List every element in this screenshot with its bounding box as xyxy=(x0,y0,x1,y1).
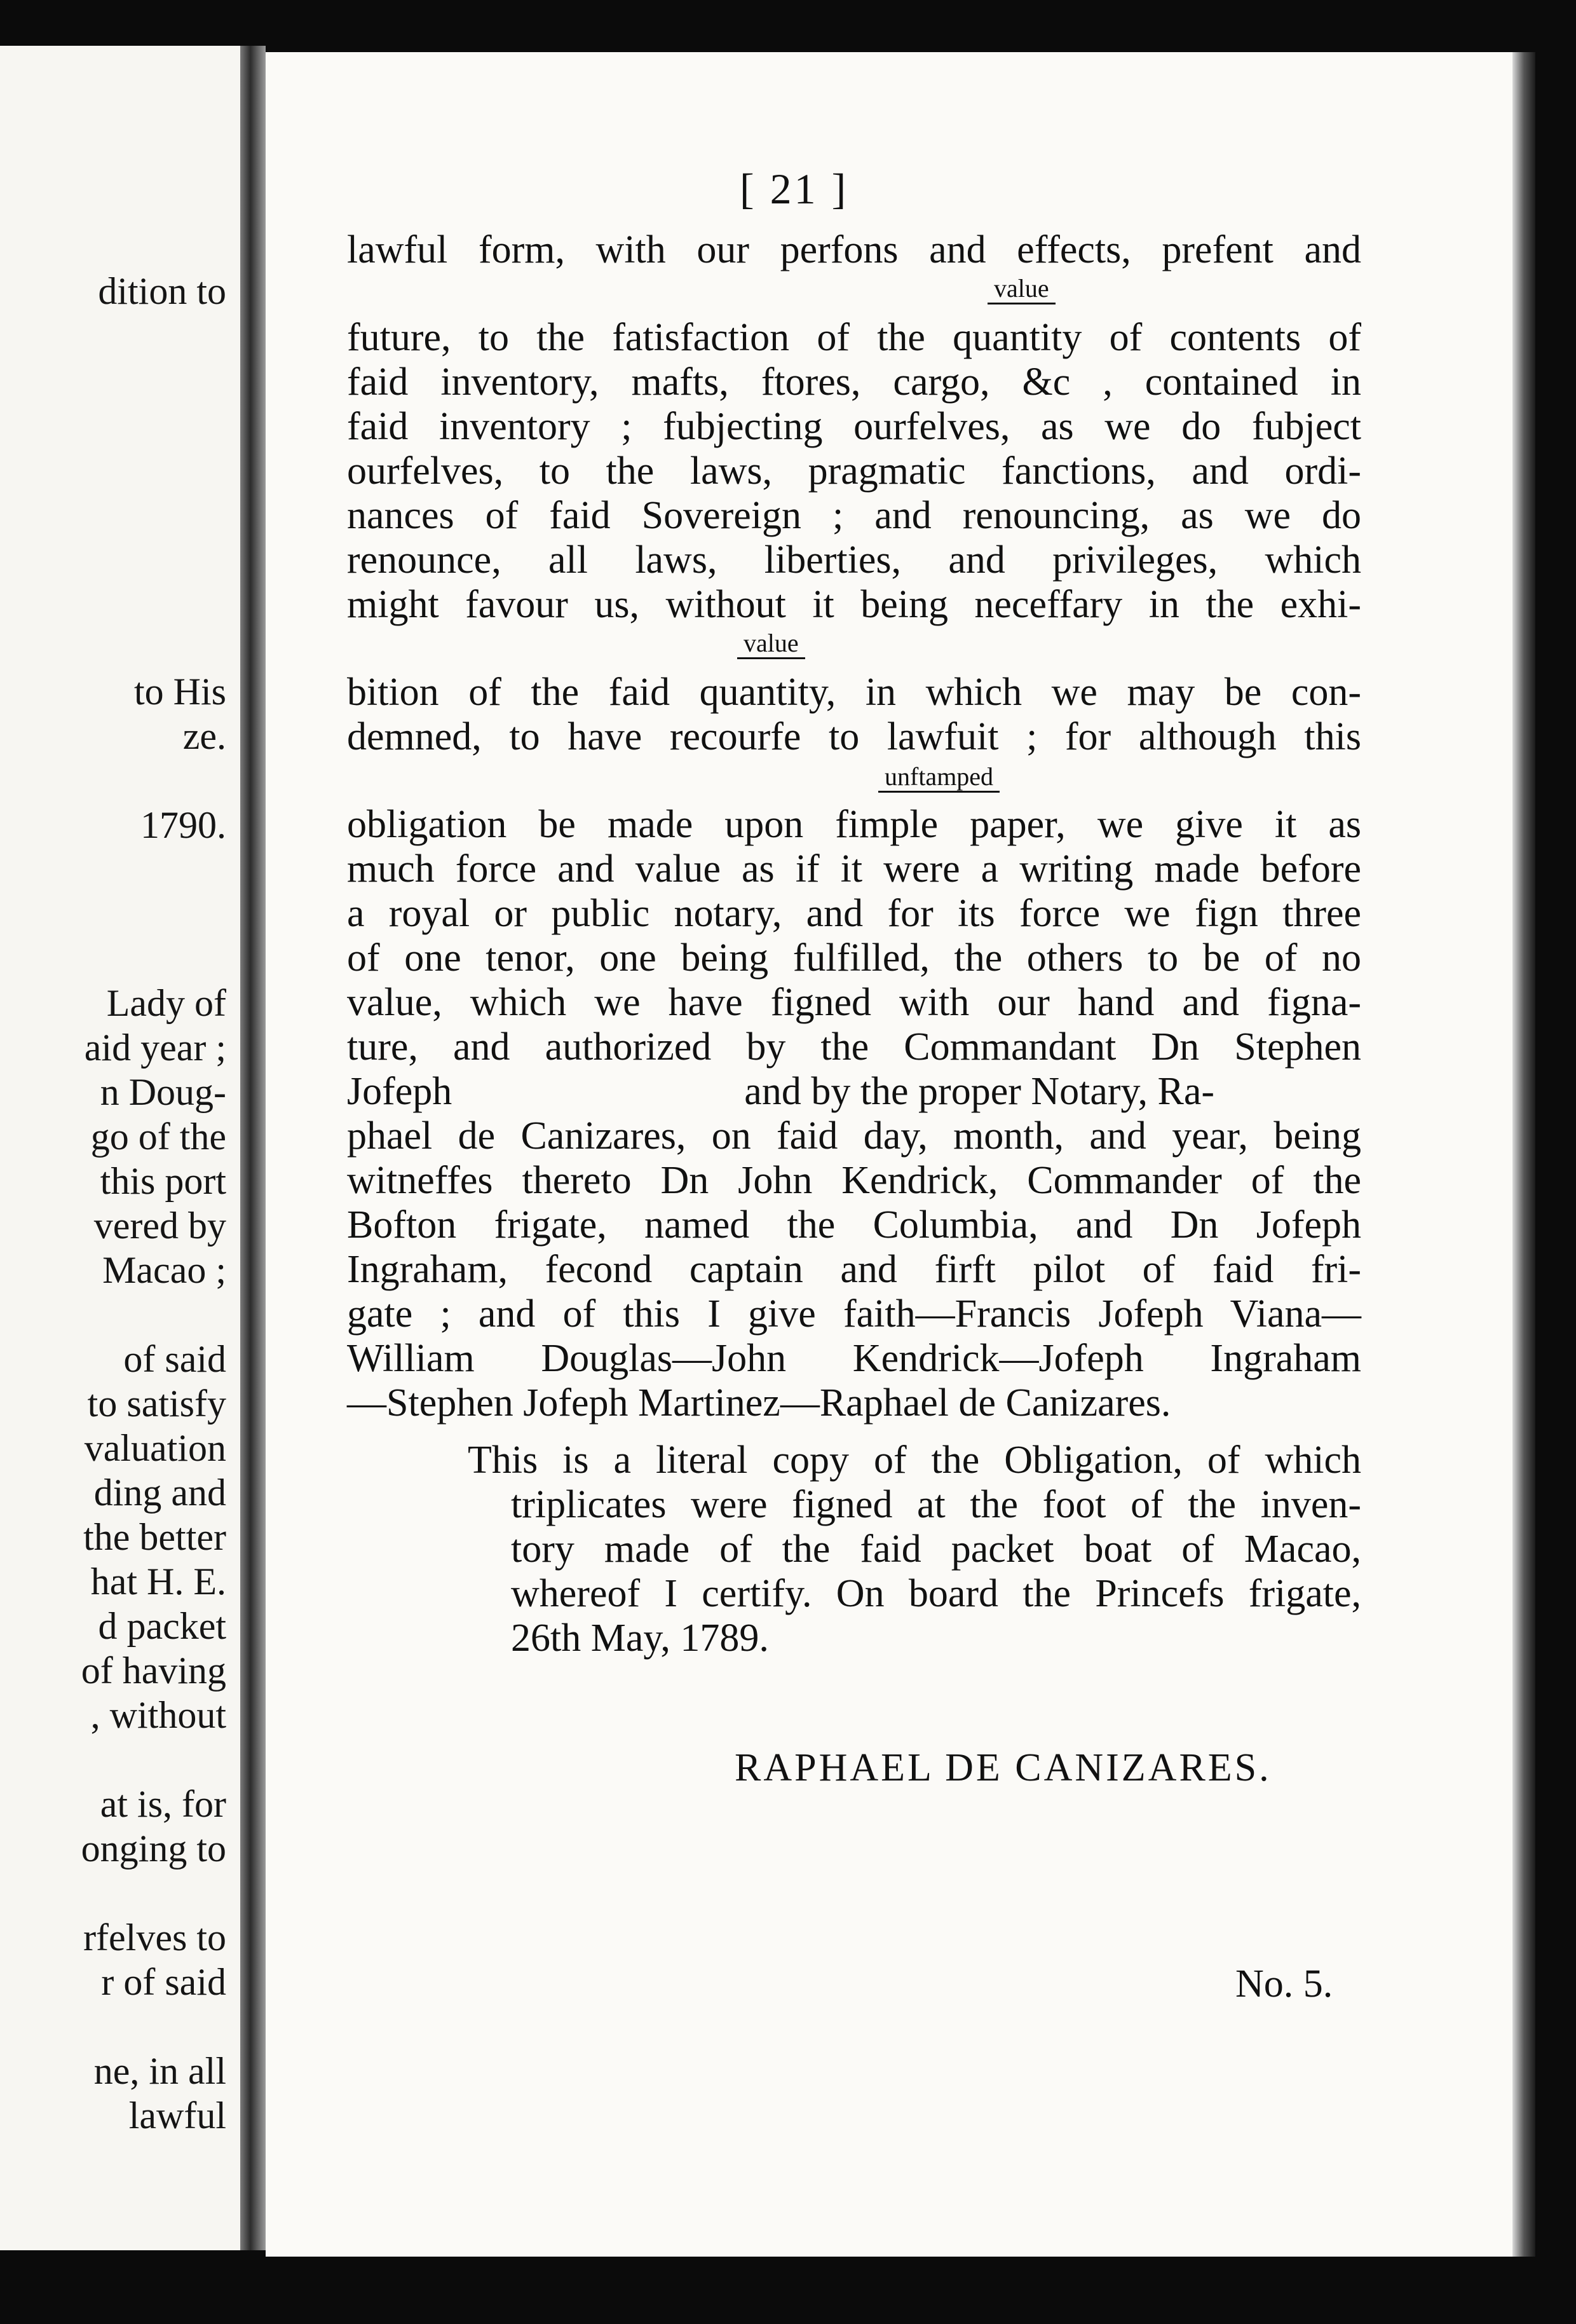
text-line: future, to the fatisfaction of the quantity of contents of xyxy=(347,316,1361,359)
text-line: —Stephen Jofeph Martinez—Raphael de Canizares. xyxy=(347,1381,1171,1425)
text-line: obligation be made upon fimple paper, we give it as xyxy=(347,803,1361,846)
text-line: ture, and authorized by the Commandant Dn Stephen xyxy=(347,1025,1361,1069)
left-page-line: d packet xyxy=(98,1605,226,1647)
note-line: 26th May, 1789. xyxy=(511,1617,769,1660)
left-page-line: ne, in all xyxy=(93,2050,226,2092)
note-line: triplicates were figned at the foot of the inven- xyxy=(511,1483,1361,1526)
left-page-line: dition to xyxy=(98,270,226,312)
text-line: a royal or public notary, and for its force we fign three xyxy=(347,892,1361,935)
left-page-line: this port xyxy=(100,1160,226,1202)
text-line: lawful form, with our perfons and effects, prefent and xyxy=(347,228,1361,271)
left-page-line: at is, for xyxy=(100,1783,226,1825)
left-page-line: ze. xyxy=(182,715,226,757)
text-line: much force and value as if it were a writing made before xyxy=(347,847,1361,891)
interlinear-gloss: unftamped xyxy=(878,764,1000,793)
text-line: renounce, all laws, liberties, and privileges, which xyxy=(347,538,1361,582)
left-page-line: , without xyxy=(90,1694,226,1736)
text-line xyxy=(347,1069,1361,1114)
text-fragment: and by the proper Notary, Ra- xyxy=(744,1070,1215,1113)
text-line: of one tenor, one being fulfilled, the others to be of no xyxy=(347,936,1361,980)
interlinear-gloss: value xyxy=(737,631,805,659)
left-page-line: lawful xyxy=(128,2095,226,2136)
left-page-line: Macao ; xyxy=(102,1249,226,1291)
book-gutter xyxy=(240,46,266,2250)
text-line: Ingraham, fecond captain and firft pilot of faid fri- xyxy=(347,1248,1361,1291)
signature-line: RAPHAEL DE CANIZARES. xyxy=(735,1746,1272,1789)
left-page-line: n Doug- xyxy=(100,1071,226,1113)
catchword: No. 5. xyxy=(1235,1962,1333,2006)
text-line: might favour us, without it being neceffary in the exhi- xyxy=(347,583,1361,626)
left-page-line: r of said xyxy=(101,1961,226,2003)
text-line: value, which we have figned with our hand and figna- xyxy=(347,981,1361,1024)
page-number: [ 21 ] xyxy=(740,165,849,213)
text-line: witneffes thereto Dn John Kendrick, Commander of the xyxy=(347,1159,1361,1202)
left-page-line: the better xyxy=(83,1516,226,1558)
text-line: faid inventory, mafts, ftores, cargo, &c , contained in xyxy=(347,360,1361,404)
left-page-line: to satisfy xyxy=(87,1383,226,1425)
left-page-line: ding and xyxy=(93,1472,226,1514)
interlinear-gloss: value xyxy=(988,276,1056,304)
note-line: tory made of the faid packet boat of Macao, xyxy=(511,1528,1361,1571)
text-line: nances of faid Sovereign ; and renouncing, as we do xyxy=(347,494,1361,537)
text-line: ourfelves, to the laws, pragmatic fanctions, and ordi- xyxy=(347,449,1361,493)
text-line: demned, to have recourfe to lawfuit ; for although this xyxy=(347,715,1361,758)
left-page-line: of said xyxy=(123,1338,226,1380)
left-page-line: onging to xyxy=(81,1828,226,1869)
left-page-line: go of the xyxy=(90,1116,226,1158)
note-line: whereof I certify. On board the Princefs frigate, xyxy=(511,1572,1361,1615)
left-page-line: 1790. xyxy=(140,804,226,846)
text-line: faid inventory ; fubjecting ourfelves, as we do fubject xyxy=(347,405,1361,448)
left-page-line: hat H. E. xyxy=(90,1561,226,1603)
text-line: phael de Canizares, on faid day, month, and year, being xyxy=(347,1114,1361,1158)
text-fragment: Jofeph xyxy=(347,1070,452,1113)
text-line: William Douglas—John Kendrick—Jofeph Ingraham xyxy=(347,1337,1361,1380)
left-page-line: rfelves to xyxy=(83,1917,226,1958)
text-line: bition of the faid quantity, in which we may be con- xyxy=(347,671,1361,714)
text-line: Bofton frigate, named the Columbia, and Dn Jofeph xyxy=(347,1203,1361,1247)
left-page-fragment xyxy=(0,46,240,2250)
main-page xyxy=(266,52,1512,2257)
left-page-line: aid year ; xyxy=(84,1027,226,1069)
left-page-line: valuation xyxy=(84,1427,226,1469)
left-page-line: to His xyxy=(133,671,226,713)
page-edge xyxy=(1512,52,1535,2257)
left-page-line: vered by xyxy=(93,1205,226,1247)
left-page-line: of having xyxy=(81,1650,226,1692)
note-line: This is a literal copy of the Obligation, of which xyxy=(468,1439,1361,1482)
text-line: gate ; and of this I give faith—Francis Jofeph Viana— xyxy=(347,1292,1361,1336)
left-page-line: Lady of xyxy=(106,982,226,1024)
